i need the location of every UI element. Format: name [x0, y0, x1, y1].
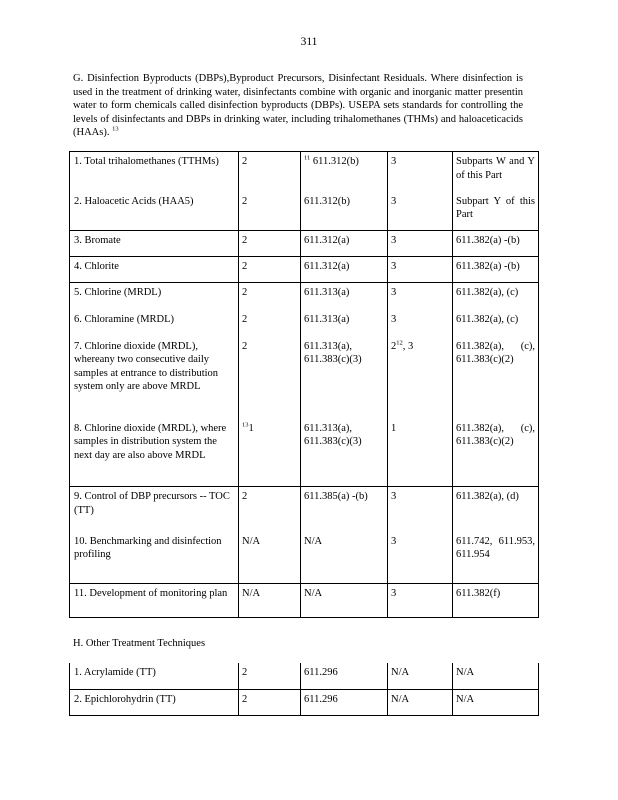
violation-tier-cell-footnote: 13 — [242, 421, 249, 428]
notice-tier-cell-text: 2 — [391, 340, 397, 352]
rule-cell: 6. Chloramine (MRDL) — [70, 310, 239, 337]
rule-cell: 1. Acrylamide (TT) — [70, 663, 239, 689]
rule-cell: 10. Benchmarking and disinfection profiling — [70, 532, 239, 584]
table-row — [70, 192, 539, 231]
reference-cell: 611.382(a), (c) — [453, 283, 539, 310]
section-cell: 611.312(b) — [301, 192, 388, 231]
table-row — [70, 663, 539, 689]
table-row — [70, 231, 539, 257]
violation-tier-cell: 2 — [239, 310, 301, 337]
reference-cell: 611.382(a) -(b) — [453, 231, 539, 257]
rule-cell: 4. Chlorite — [70, 257, 239, 283]
violation-tier-cell: 2 — [239, 487, 301, 532]
violation-tier-cell: N/A — [239, 584, 301, 618]
section-h-heading: H. Other Treatment Techniques — [73, 638, 206, 649]
table-row — [70, 419, 539, 487]
section-cell: 611.312(a) — [301, 231, 388, 257]
section-cell-footnote: 11 — [304, 154, 311, 162]
violation-tier-cell: 2 — [239, 257, 301, 283]
rule-cell: 2. Haloacetic Acids (HAA5) — [70, 192, 239, 231]
section-cell: 611.296 — [301, 689, 388, 715]
table-row — [70, 532, 539, 584]
notice-tier-cell — [388, 337, 453, 419]
reference-cell: Subpart Y of this Part — [453, 192, 539, 231]
notice-tier-cell: 3 — [388, 152, 453, 192]
table-section-g — [69, 151, 539, 618]
section-cell-text: 611.312(b) — [310, 156, 359, 167]
rule-cell: 1. Total trihalomethanes (TTHMs) — [70, 152, 239, 192]
violation-tier-cell: 2 — [239, 689, 301, 715]
rule-cell: 3. Bromate — [70, 231, 239, 257]
reference-cell: 611.742, 611.953, 611.954 — [453, 532, 539, 584]
notice-tier-cell-footnote: 12 — [396, 339, 403, 346]
section-cell — [301, 152, 388, 192]
notice-tier-cell: 1 — [388, 419, 453, 487]
reference-cell: 611.382(a), (c), 611.383(c)(2) — [453, 337, 539, 419]
violation-tier-cell: 2 — [239, 663, 301, 689]
notice-tier-cell: 3 — [388, 532, 453, 584]
reference-cell: 611.382(a) -(b) — [453, 257, 539, 283]
notice-tier-cell: 3 — [388, 310, 453, 337]
reference-cell: 611.382(a), (c), 611.383(c)(2) — [453, 419, 539, 487]
violation-tier-cell-text: 1 — [248, 422, 254, 434]
table-row — [70, 337, 539, 419]
rule-cell: 11. Development of monitoring plan — [70, 584, 239, 618]
violation-tier-cell — [239, 419, 301, 487]
reference-cell: Subparts W and Y of this Part — [453, 152, 539, 192]
section-cell: 611.312(a) — [301, 257, 388, 283]
section-cell: N/A — [301, 532, 388, 584]
table-row — [70, 689, 539, 715]
section-cell: 611.296 — [301, 663, 388, 689]
section-cell: 611.313(a) — [301, 283, 388, 310]
intro-footnote: 13 — [112, 125, 119, 133]
reference-cell: 611.382(a), (c) — [453, 310, 539, 337]
table-row — [70, 584, 539, 618]
section-cell: 611.313(a) — [301, 310, 388, 337]
reference-cell: 611.382(a), (d) — [453, 487, 539, 532]
violation-tier-cell: 2 — [239, 283, 301, 310]
table-row — [70, 283, 539, 310]
notice-tier-cell: N/A — [388, 689, 453, 715]
violation-tier-cell: 2 — [239, 152, 301, 192]
reference-cell: N/A — [453, 663, 539, 689]
notice-tier-cell-tail: , 3 — [402, 340, 414, 352]
notice-tier-cell: 3 — [388, 257, 453, 283]
section-cell: 611.313(a), 611.383(c)(3) — [301, 419, 388, 487]
notice-tier-cell: 3 — [388, 192, 453, 231]
notice-tier-cell: 3 — [388, 584, 453, 618]
reference-cell: 611.382(f) — [453, 584, 539, 618]
page-number: 311 — [300, 36, 318, 48]
rule-cell: 9. Control of DBP precursors -- TOC (TT) — [70, 487, 239, 532]
notice-tier-cell: N/A — [388, 663, 453, 689]
notice-tier-cell: 3 — [388, 231, 453, 257]
section-cell: 611.313(a), 611.383(c)(3) — [301, 337, 388, 419]
notice-tier-cell: 3 — [388, 487, 453, 532]
notice-tier-cell: 3 — [388, 283, 453, 310]
section-g-intro — [73, 72, 523, 140]
reference-cell: N/A — [453, 689, 539, 715]
violation-tier-cell: 2 — [239, 231, 301, 257]
table-row — [70, 487, 539, 532]
rule-cell: 8. Chlorine dioxide (MRDL), where samples in distribution system the next day are also above MRDL — [70, 419, 239, 487]
violation-tier-cell: 2 — [239, 337, 301, 419]
section-cell: N/A — [301, 584, 388, 618]
rule-cell: 7. Chlorine dioxide (MRDL), whereany two consecutive daily samples at entrance to distribution system only are above MRDL — [70, 337, 239, 419]
section-g-intro-text: G. Disinfection Byproducts (DBPs),Byproduct Precursors, Disinfectant Residuals. Where disinfection is used in the treatment of drinking water, disinfectants combine with organic and inorganic matter presentin water to form chemicals called disinfection byproducts (DBPs). USEPA sets standards for controlling the levels of disinfectants and DBPs in drinking water, including trihalomethanes (THMs) and haloaceticacids (HAAs). — [73, 73, 523, 138]
table-row — [70, 257, 539, 283]
table-row — [70, 152, 539, 192]
rule-cell: 5. Chlorine (MRDL) — [70, 283, 239, 310]
violation-tier-cell: 2 — [239, 192, 301, 231]
rule-cell: 2. Epichlorohydrin (TT) — [70, 689, 239, 715]
table-row — [70, 310, 539, 337]
section-cell: 611.385(a) -(b) — [301, 487, 388, 532]
violation-tier-cell: N/A — [239, 532, 301, 584]
table-section-h — [69, 663, 539, 716]
